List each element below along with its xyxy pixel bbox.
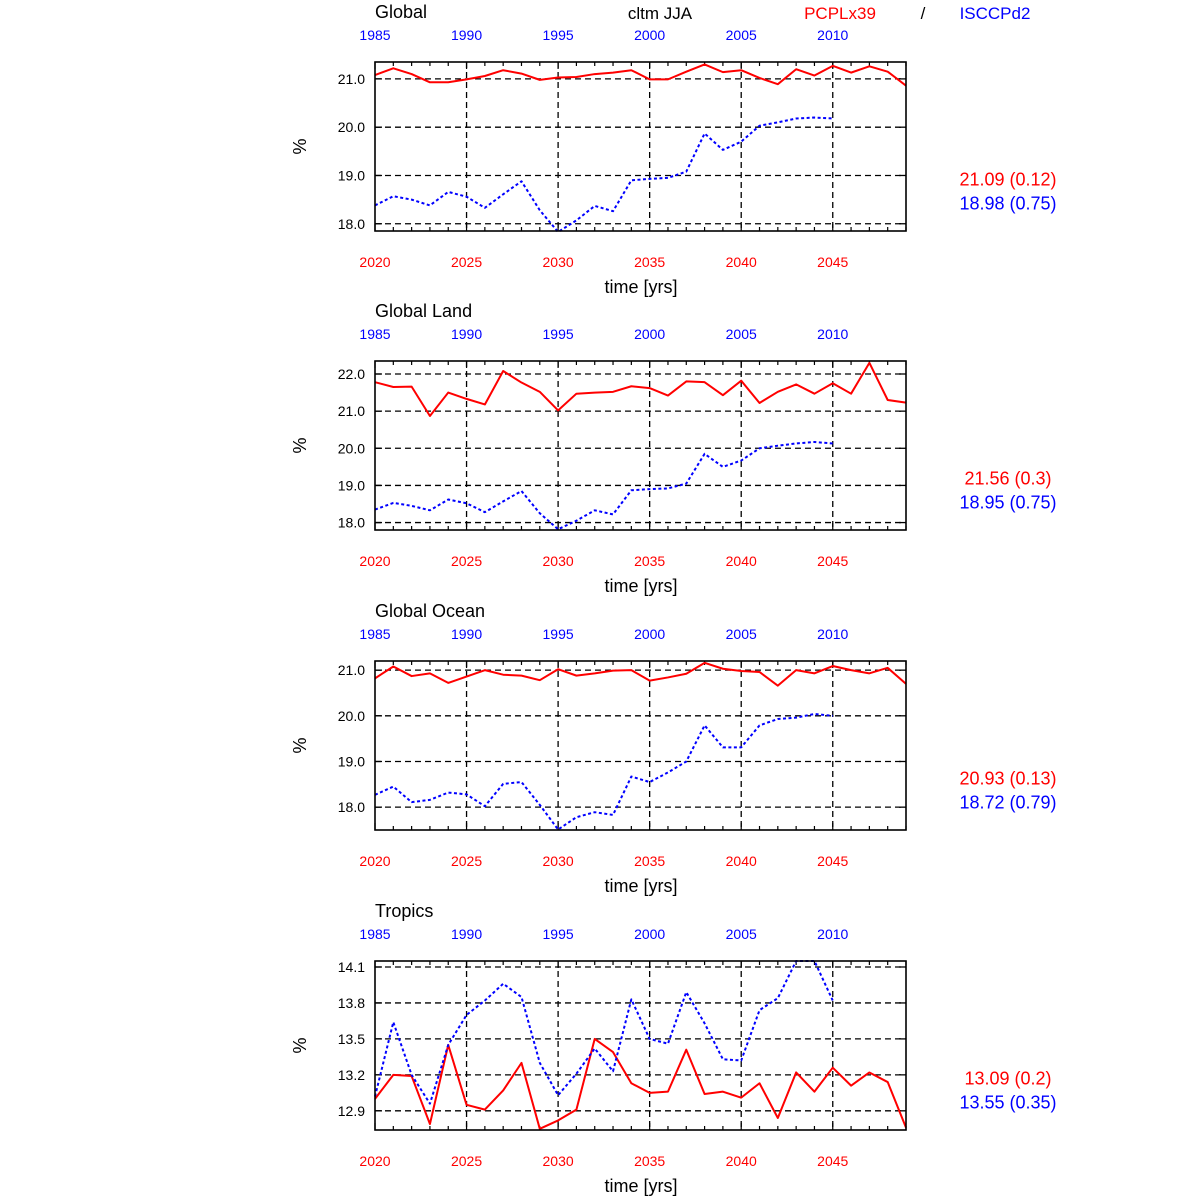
model-xtick-label: 2020 [359,254,391,270]
obs-xtick-label: 2000 [634,626,666,642]
model-xtick-label: 2020 [359,553,391,569]
plot-frame [375,961,906,1130]
plot-frame [375,661,906,830]
ytick-label: 19.0 [337,753,365,770]
obs-xtick-label: 1985 [359,27,391,43]
obs-xtick-label: 2010 [817,326,849,342]
obs-xtick-label: 2010 [817,27,849,43]
model-stats: 13.09 (0.2) [964,1068,1052,1089]
ytick-label: 14.1 [337,958,365,975]
model-series-line [375,663,906,686]
obs-xtick-label: 1995 [542,926,574,942]
ytick-label: 21.0 [337,662,365,679]
obs-xtick-label: 1985 [359,626,391,642]
model-stats: 20.93 (0.13) [959,768,1057,789]
obs-xtick-label: 1990 [450,926,483,942]
yaxis-label: % [290,437,310,454]
model-xtick-label: 2045 [817,553,849,569]
obs-series-line [375,118,833,232]
obs-xtick-label: 1995 [542,626,574,642]
model-series-line [375,363,906,416]
obs-xtick-label: 1990 [450,326,483,342]
model-xtick-label: 2030 [542,853,574,869]
ytick-label: 18.0 [337,799,365,816]
ytick-label: 20.0 [337,440,365,457]
model-xtick-label: 2040 [725,254,757,270]
obs-series-line [375,442,833,529]
obs-xtick-label: 2005 [725,326,757,342]
variable-label: cltm JJA [627,4,693,23]
obs-xtick-label: 1990 [450,626,483,642]
model-xtick-label: 2020 [359,1153,391,1169]
model-stats: 21.09 (0.12) [959,169,1057,190]
panel-3 [290,601,1057,896]
obs-xtick-label: 2005 [725,926,757,942]
panel-title: Global [375,2,428,22]
model-xtick-label: 2035 [634,254,666,270]
obs-xtick-label: 2010 [817,626,849,642]
model-xtick-label: 2040 [725,853,757,869]
xaxis-label: time [yrs] [604,876,678,896]
model-xtick-label: 2030 [542,553,574,569]
yaxis-label: % [290,138,310,155]
yaxis-label: % [290,737,310,754]
model-legend-label: PCPLx39 [804,4,876,23]
obs-series-line [375,961,833,1104]
model-xtick-label: 2035 [634,1153,666,1169]
model-xtick-label: 2045 [817,853,849,869]
obs-xtick-label: 1995 [542,27,574,43]
model-xtick-label: 2035 [634,553,666,569]
panels [290,2,1057,1196]
obs-xtick-label: 2005 [725,27,757,43]
obs-xtick-label: 1990 [450,27,483,43]
obs-xtick-label: 1985 [359,926,391,942]
obs-stats: 18.72 (0.79) [959,792,1057,813]
model-xtick-label: 2020 [359,853,391,869]
ytick-label: 22.0 [337,366,365,382]
model-series-line [375,1039,906,1129]
ytick-label: 21.0 [337,403,365,420]
panel-title: Global Ocean [375,601,486,621]
obs-stats: 13.55 (0.35) [959,1092,1057,1113]
model-xtick-label: 2030 [542,254,574,270]
obs-xtick-label: 2000 [634,27,666,43]
ytick-label: 21.0 [337,70,365,87]
ytick-label: 18.0 [337,215,365,232]
model-xtick-label: 2045 [817,1153,849,1169]
model-xtick-label: 2045 [817,254,849,270]
ytick-label: 18.0 [337,514,365,531]
model-xtick-label: 2025 [450,853,483,869]
ytick-label: 20.0 [337,119,365,136]
obs-xtick-label: 2010 [817,926,849,942]
xaxis-label: time [yrs] [604,277,678,297]
obs-series-line [375,714,833,830]
model-xtick-label: 2040 [725,553,757,569]
ytick-label: 19.0 [337,477,365,494]
ytick-label: 20.0 [337,707,365,724]
plot-frame [375,62,906,231]
xaxis-label: time [yrs] [604,1176,678,1196]
obs-xtick-label: 1985 [359,326,391,342]
ytick-label: 13.2 [337,1066,365,1083]
model-series-line [375,64,906,85]
legend-separator: / [920,4,926,23]
ytick-label: 13.5 [337,1030,365,1047]
obs-xtick-label: 2000 [634,926,666,942]
panel-1 [290,2,1057,297]
model-xtick-label: 2035 [634,853,666,869]
model-xtick-label: 2040 [725,1153,757,1169]
model-stats: 21.56 (0.3) [964,468,1052,489]
obs-stats: 18.98 (0.75) [959,193,1057,214]
obs-stats: 18.95 (0.75) [959,492,1057,513]
panel-title: Tropics [375,901,434,921]
obs-xtick-label: 1995 [542,326,574,342]
obs-legend-label: ISCCPd2 [959,4,1031,23]
model-xtick-label: 2025 [450,1153,483,1169]
obs-xtick-label: 2000 [634,326,666,342]
panel-title: Global Land [375,301,473,321]
ytick-label: 19.0 [337,167,365,184]
yaxis-label: % [290,1037,310,1054]
panel-4 [290,901,1057,1196]
obs-xtick-label: 2005 [725,626,757,642]
ytick-label: 13.8 [337,994,365,1011]
panel-2 [290,301,1057,596]
model-xtick-label: 2025 [450,254,483,270]
model-xtick-label: 2030 [542,1153,574,1169]
ytick-label: 12.9 [337,1102,365,1119]
xaxis-label: time [yrs] [604,576,678,596]
model-xtick-label: 2025 [450,553,483,569]
